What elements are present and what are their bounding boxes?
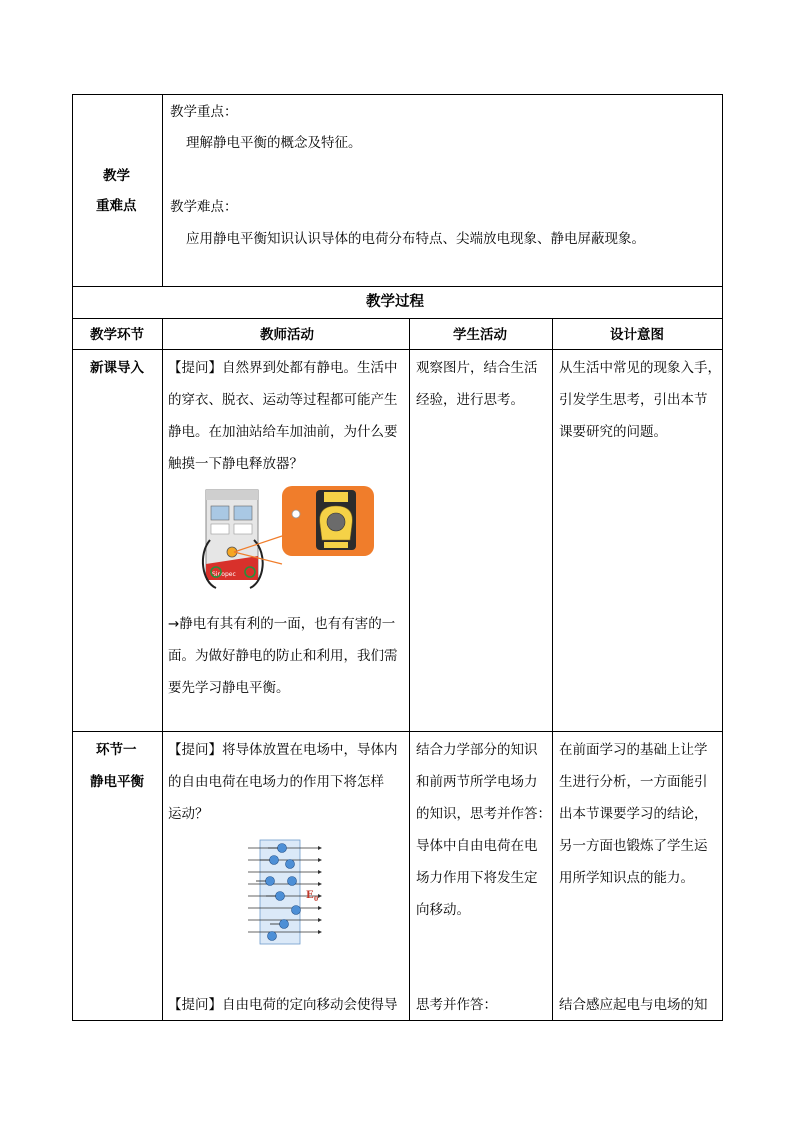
row2-student-line: 导体中自由电荷在电 <box>416 838 538 854</box>
row2-student-bottom: 思考并作答： <box>416 997 497 1013</box>
row1-teacher-after-line: 要先学习静电平衡。 <box>168 680 290 696</box>
table-border-process <box>72 286 723 287</box>
process-title: 教学过程 <box>366 294 424 310</box>
row1-teacher-after-line: →静电有其有利的一面，也有有害的一 <box>168 616 396 632</box>
table-divider-label <box>162 94 163 286</box>
difficulty-label-line1: 教学 <box>103 168 130 184</box>
row1-intent-line: 从生活中常见的现象入手， <box>559 360 721 376</box>
field-label: E <box>306 890 314 901</box>
row2-student-line: 的知识，思考并作答： <box>416 806 551 822</box>
header-student: 学生活动 <box>453 327 507 343</box>
gas-pump-illustration <box>198 484 378 596</box>
row2-teacher-bottom: 【提问】自由电荷的定向移动会使得导 <box>168 997 398 1013</box>
hard-point-title: 教学难点： <box>170 199 238 215</box>
row1-intent-line: 课要研究的问题。 <box>559 424 667 440</box>
table-border-top <box>72 94 723 95</box>
row2-intent-line: 生进行分析，一方面能引 <box>559 774 708 790</box>
table-border-row2 <box>72 731 723 732</box>
row2-stage-line2: 静电平衡 <box>90 774 144 790</box>
table-divider-col3 <box>552 318 553 1021</box>
table-border-header-top <box>72 318 723 319</box>
table-border-header-bottom <box>72 349 723 350</box>
field-label-subscript: 0 <box>314 896 319 903</box>
row2-student-line: 结合力学部分的知识 <box>416 742 538 758</box>
table-divider-col1 <box>162 318 163 1021</box>
header-intent: 设计意图 <box>610 327 664 343</box>
row2-student-line: 向移动。 <box>416 902 470 918</box>
row2-intent-line: 另一方面也锻炼了学生运 <box>559 838 708 854</box>
header-stage: 教学环节 <box>90 327 144 343</box>
table-border-bottom <box>72 1020 723 1021</box>
difficulty-label-line2: 重难点 <box>96 198 137 214</box>
table-border-right <box>722 94 723 1021</box>
row1-student-line: 经验，进行思考。 <box>416 392 524 408</box>
row2-student-line: 和前两节所学电场力 <box>416 774 538 790</box>
row1-intent-line: 引发学生思考，引出本节 <box>559 392 708 408</box>
table-divider-col2 <box>409 318 410 1021</box>
header-teacher: 教师活动 <box>260 327 314 343</box>
row1-teacher-after-line: 面。为做好静电的防止和利用，我们需 <box>168 648 398 664</box>
row1-teacher-line: 的穿衣、脱衣、运动等过程都可能产生 <box>168 392 398 408</box>
row1-teacher-line: 触摸一下静电释放器？ <box>168 456 303 472</box>
row2-intent-line: 在前面学习的基础上让学 <box>559 742 708 758</box>
row2-teacher-line: 运动？ <box>168 806 209 822</box>
row2-intent-line: 用所学知识点的能力。 <box>559 870 694 886</box>
row1-teacher-line: 【提问】自然界到处都有静电。生活中 <box>168 360 398 376</box>
row2-teacher-line: 【提问】将导体放置在电场中，导体内 <box>168 742 398 758</box>
key-point-text: 理解静电平衡的概念及特征。 <box>186 135 362 151</box>
key-point-title: 教学重点： <box>170 104 238 120</box>
table-border-left <box>72 94 73 1021</box>
row2-stage-line1: 环节一 <box>96 742 137 758</box>
row2-teacher-line: 的自由电荷在电场力的作用下将怎样 <box>168 774 384 790</box>
row1-teacher-line: 静电。在加油站给车加油前，为什么要 <box>168 424 398 440</box>
row1-stage: 新课导入 <box>90 360 144 376</box>
conductor-field-diagram <box>244 836 324 948</box>
row2-student-line: 场力作用下将发生定 <box>416 870 538 886</box>
row1-student-line: 观察图片，结合生活 <box>416 360 538 376</box>
row2-intent-bottom: 结合感应起电与电场的知 <box>559 997 708 1013</box>
svg-text:Sinopec: Sinopec <box>212 571 236 578</box>
row2-intent-line: 出本节课要学习的结论， <box>559 806 708 822</box>
hard-point-text: 应用静电平衡知识认识导体的电荷分布特点、尖端放电现象、静电屏蔽现象。 <box>186 231 645 247</box>
